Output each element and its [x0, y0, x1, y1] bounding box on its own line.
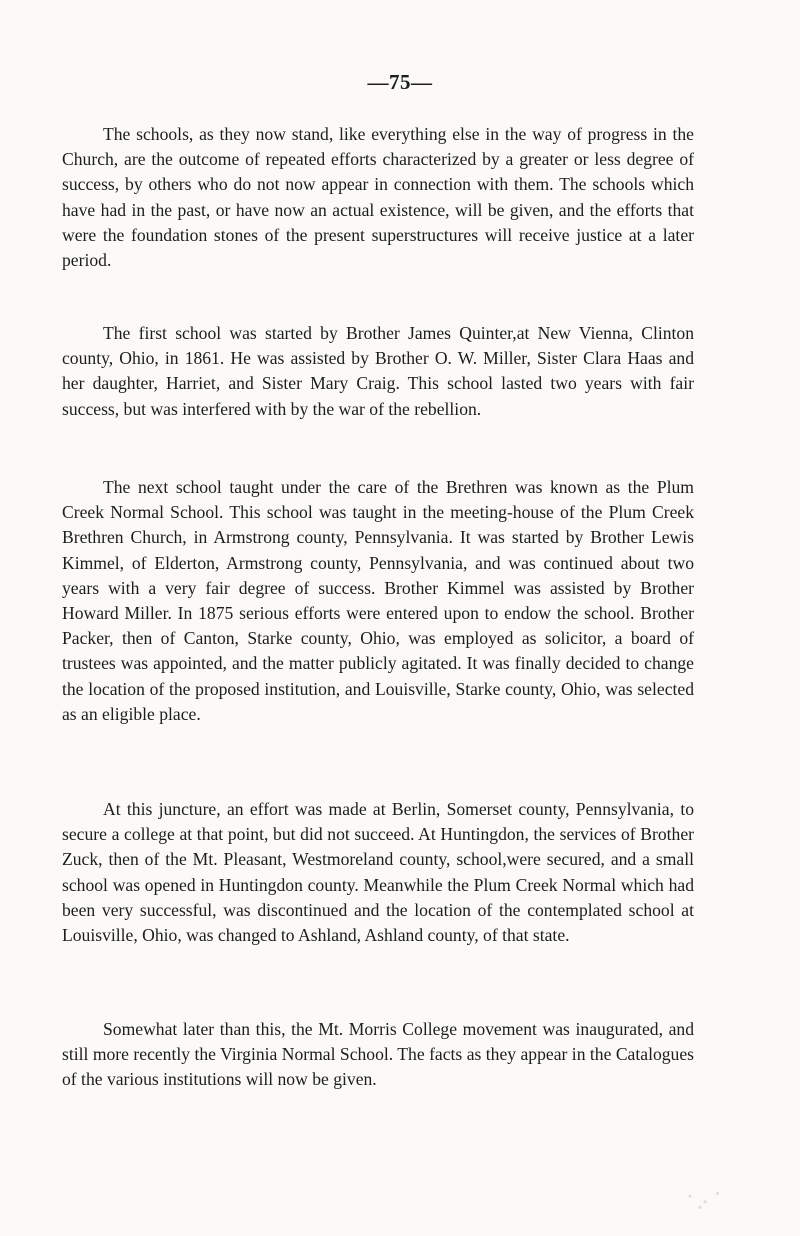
page-number: —75— — [367, 70, 433, 94]
paragraph-schools-overview: The schools, as they now stand, like everything else in the way of progress in the Church, are the outcome of repeated efforts characterized by a greater or less degree of success, by others who do not now appear in connection with them. The schools which have had in the past, or have now an actual existence, will be given, and the efforts that were the foundation stones of the present superstructures will receive justice at a later period. — [62, 124, 694, 271]
paragraph-berlin-huntingdon: At this juncture, an effort was made at Berlin, Somerset county, Pennsylvania, to secure a college at that point, but did not succeed. At Huntingdon, the services of Brother Zuck, then of the Mt. Pleasant, Westmoreland county, school,were secured, and a small school was opened in Huntingdon county. Meanwhile the Plum Creek Normal which had been very successful, was discontinued and the location of the contemplated school at Louisville, Ohio, was changed to Ashland, Ashland county, of that state. — [62, 799, 694, 946]
paragraph-first-school: The first school was started by Brother James Quinter,at New Vienna, Clinton county, Ohio, in 1861. He was assisted by Brother O. W. Miller, Sister Clara Haas and her daughter, Harriet, and Sister Mary Craig. This school lasted two years with fair success, but was interfered with by the war of the rebellion. — [62, 323, 694, 419]
paragraph-plum-creek-normal: The next school taught under the care of the Brethren was known as the Plum Creek Normal School. This school was taught in the meeting-house of the Plum Creek Brethren Church, in Armstrong county, Pennsylvania. It was started by Brother Lewis Kimmel, of Elderton, Armstrong county, Pennsylvania, and was continued about two years with a very fair degree of success. Brother Kimmel was assisted by Brother Howard Miller. In 1875 serious efforts were entered upon to endow the school. Brother Packer, then of Canton, Starke county, Ohio, was employed as solicitor, a board of trustees was appointed, and the matter publicly agitated. It was finally decided to change the location of the proposed institution, and Louisville, Starke county, Ohio, was selected as an eligible place. — [62, 477, 694, 724]
paragraph-later-movements: Somewhat later than this, the Mt. Morris College movement was inaugurated, and still more recently the Virginia Normal School. The facts as they appear in the Catalogues of the various institutions will now be given. — [62, 1019, 694, 1090]
paper-specks — [680, 1185, 730, 1213]
